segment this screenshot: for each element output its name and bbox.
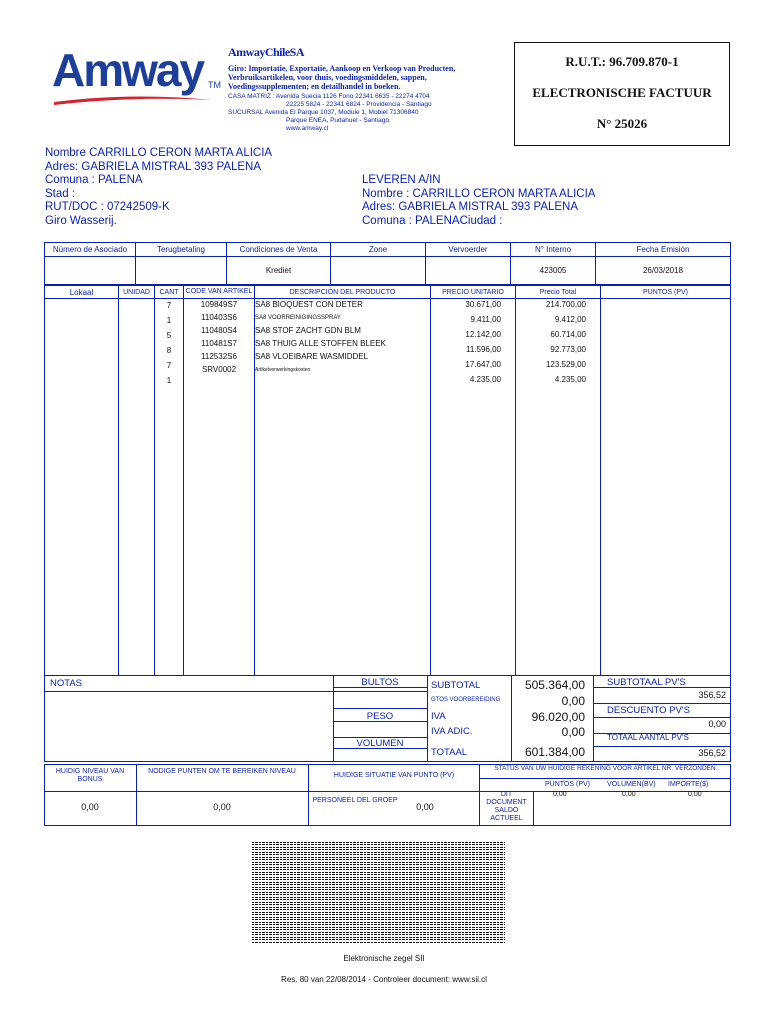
seal-text: Elektronische zegel SII <box>343 954 425 963</box>
situatie-label: HUIDIGE SITUATIE VAN PUNTO (PV) <box>333 772 455 779</box>
items-body <box>45 299 731 676</box>
items-header-row <box>45 286 731 299</box>
logo-tm: TM <box>208 80 221 90</box>
rut-box <box>514 42 730 146</box>
col-header: Precio Total <box>516 286 601 299</box>
addr-line: SUCURSAL Avenida El Parque 1037, Module 1, Mobiel 71306840 <box>228 109 419 116</box>
customer-info <box>45 147 272 228</box>
unit-price-cell: 4.235,00 <box>469 375 501 384</box>
customer-stad: Stad : <box>45 187 76 200</box>
total-price-cell: 214.700,00 <box>545 300 586 309</box>
cant-cell: 1 <box>166 316 172 325</box>
peso-label: PESO <box>366 711 394 722</box>
notas-label: NOTAS <box>50 678 83 689</box>
logo-swoosh-icon <box>52 94 217 106</box>
status-label: STATUS VAN UW HUIDIGE REKENING VOOR ARTIKEL NR. VERZONDEN <box>494 765 716 772</box>
volumen-label: VOLUMEN <box>356 738 404 749</box>
subtotaal-pv-label: SUBTOTAAL PV'S <box>607 677 686 688</box>
barcode-icon <box>251 840 505 944</box>
cant-cell: 1 <box>166 376 172 385</box>
iva-value: 96.020,00 <box>531 710 585 724</box>
cant-cell: 5 <box>166 331 172 340</box>
bultos-label: BULTOS <box>361 677 399 688</box>
subtotaal-pv-value: 356,52 <box>698 690 726 700</box>
cell <box>331 257 426 285</box>
lokaal-col <box>45 299 119 676</box>
col-header: Vervoerder <box>426 243 511 257</box>
descuento-pv-label: DESCUENTO PV'S <box>607 705 690 716</box>
col-header: DESCRIPCIÓN DEL PRODUCTO <box>255 286 431 299</box>
puntos-value: 0,00 <box>553 791 567 798</box>
delivery-info <box>362 174 595 228</box>
items-table <box>44 285 731 676</box>
company-name: AmwayChileSA <box>228 45 305 59</box>
resolution-text: Res. 80 van 22/08/2014 - Controleer document: www.sii.cl <box>281 975 487 984</box>
col-header: PUNTOS (PV) <box>601 286 731 299</box>
company-website: www.amway.cl <box>286 125 329 132</box>
iva-adic-label: IVA ADIC. <box>431 726 473 737</box>
delivery-title: LEVEREN A/IN <box>362 174 441 186</box>
nodige-value: 0,00 <box>213 802 231 812</box>
col-header: Número de Asociado <box>45 243 136 257</box>
unidad-col <box>119 299 155 676</box>
cell <box>426 257 511 285</box>
unit-price-col <box>431 299 516 676</box>
col-header: CANT <box>155 286 184 299</box>
total-price-cell: 4.235,00 <box>554 375 586 384</box>
total-price-cell: 123.529,00 <box>545 360 586 369</box>
subtotal-label: SUBTOTAL <box>431 680 481 691</box>
col-header: N° Interno <box>511 243 596 257</box>
desc-cell: SA8 STOF ZACHT GDN BLM <box>255 326 361 335</box>
customer-rut: RUT/DOC : 07242509-K <box>45 201 170 213</box>
delivery-comuna: Comuna : PALENACiudad : <box>362 214 503 227</box>
cant-cell: 7 <box>166 301 172 310</box>
company-address <box>228 93 498 133</box>
volumen-value: 0,00 <box>622 791 636 798</box>
value-row <box>45 257 731 285</box>
personeel-label: PERSONEEL DEL GROEP <box>312 797 398 804</box>
addr-line: Parque ENEA, Pudahuel - Santiago. <box>286 117 391 124</box>
col-header: CODE VAN ARTIKEL <box>184 286 255 299</box>
customer-name: Nombre CARRILLO CERON MARTA ALICIA <box>45 147 273 159</box>
col-header: PRECIO UNITARIO <box>431 286 516 299</box>
code-cell: 110481S7 <box>201 339 237 348</box>
cell <box>136 257 227 285</box>
total-price-cell: 9.412,00 <box>554 315 586 324</box>
col-header: UNIDAD <box>119 286 155 299</box>
cant-cell: 8 <box>166 346 172 355</box>
desc-cell: Artikelverwerkingskosten <box>255 367 311 373</box>
desc-cell: SA8 VLOEIBARE WASMIDDEL <box>255 352 369 361</box>
importe-value: 0,00 <box>688 791 702 798</box>
unit-price-cell: 11.596,00 <box>466 345 501 354</box>
volumen-bv-label: VOLUMEN(BV) <box>607 781 656 788</box>
iva-adic-value: 0,00 <box>561 725 585 739</box>
giro-line: Verbruiksartikelen, voor thuis, voedingsmiddelen, sappen, <box>228 73 427 82</box>
personeel-value: 0,00 <box>416 802 434 812</box>
unit-price-cell: 9.411,00 <box>470 315 501 324</box>
logo-wordmark: Amway <box>52 44 204 96</box>
gtos-label: GTOS VOORBEREIDING <box>431 697 501 703</box>
iva-label: IVA <box>431 711 446 722</box>
nodige-label: NODIGE PUNTEN OM TE BEREIKEN NIVEAU <box>148 768 296 775</box>
dit-label: DIT DOCUMENT SALDO ACTUEEL <box>486 791 527 822</box>
customer-comuna: Comuna : PALENA <box>45 174 143 186</box>
code-col <box>184 299 255 676</box>
customer-giro: Giro Wasserij. <box>45 214 117 227</box>
subtotal-value: 505.364,00 <box>524 678 585 692</box>
cant-col <box>155 299 184 676</box>
desc-col <box>255 299 431 676</box>
gtos-value: 0,00 <box>561 694 585 708</box>
addr-line: CASA MATRIZ : Avenida Suecia 1126 Fono 22341 6635 - 22274 4704 <box>228 93 430 100</box>
amway-logo <box>52 44 220 104</box>
huidig-value: 0,00 <box>81 802 99 812</box>
cant-cell: 7 <box>166 361 172 370</box>
code-cell: SRV0002 <box>201 365 237 374</box>
code-cell: 110480S4 <box>201 326 237 335</box>
unit-price-cell: 30.671,00 <box>465 300 501 309</box>
rut-number: R.U.T.: 96.709.870-1 <box>565 54 679 69</box>
col-header: Lokaal <box>45 286 119 299</box>
total-price-col <box>516 299 601 676</box>
totaal-pv-label: TOTAAL AANTAL PV'S <box>607 733 689 742</box>
code-cell: 112532S6 <box>201 352 237 361</box>
importe-label: IMPORTE($) <box>668 781 709 788</box>
company-giro <box>228 64 498 91</box>
invoice-number: N° 25026 <box>596 116 648 131</box>
totaal-value: 601.384,00 <box>524 745 585 759</box>
desc-cell: SA8 THUIG ALLE STOFFEN BLEEK <box>255 339 386 348</box>
unit-price-cell: 12.142,00 <box>465 330 501 339</box>
document-type: ELECTRONISCHE FACTUUR <box>532 85 712 100</box>
col-header: Fecha Emisión <box>596 243 731 257</box>
totaal-label: TOTAAL <box>431 747 468 758</box>
delivery-name: Nombre : CARRILLO CERON MARTA ALICIA <box>362 187 596 200</box>
delivery-address: Adres: GABRIELA MISTRAL 393 PALENA <box>362 201 579 213</box>
code-cell: 109849S7 <box>200 300 238 309</box>
desc-cell: SA8 VOORREINIGINGSSPRAY <box>255 315 341 321</box>
cell: 423005 <box>511 257 596 285</box>
giro-line: Giro: Importatie, Exportatie, Aankoop en Verkoop van Producten, <box>228 64 456 73</box>
col-header: Terugbetaling <box>136 243 227 257</box>
desc-cell: SA8 BIOQUEST CON DETER <box>255 300 363 309</box>
customer-address: Adres: GABRIELA MISTRAL 393 PALENA <box>45 160 262 173</box>
cell: Krediet <box>227 257 331 285</box>
cell: 26/03/2018 <box>596 257 731 285</box>
descuento-pv-value: 0,00 <box>708 719 726 729</box>
total-price-cell: 60.714,00 <box>550 330 586 339</box>
puntos-label: PUNTOS (PV) <box>545 781 590 788</box>
company-info <box>228 46 498 133</box>
invoice-header-table <box>44 242 731 285</box>
puntos-col <box>601 299 731 676</box>
huidig-label: HUIDIG NIVEAU VAN BONUS <box>55 768 125 783</box>
total-price-cell: 92.773,00 <box>550 345 586 354</box>
col-header: Zone <box>331 243 426 257</box>
unit-price-cell: 17.647,00 <box>465 360 501 369</box>
header-row <box>45 243 731 257</box>
addr-line: 22225 5824 - 22341 6824 - Providencia - Santiago <box>286 101 432 108</box>
giro-line: Voedingssupplementen; en detailhandel in boeken. <box>228 82 401 91</box>
cell <box>45 257 136 285</box>
code-cell: 110403S6 <box>201 313 237 322</box>
col-header: Condiciones de Venta <box>227 243 331 257</box>
totaal-pv-value: 356,52 <box>698 748 726 758</box>
